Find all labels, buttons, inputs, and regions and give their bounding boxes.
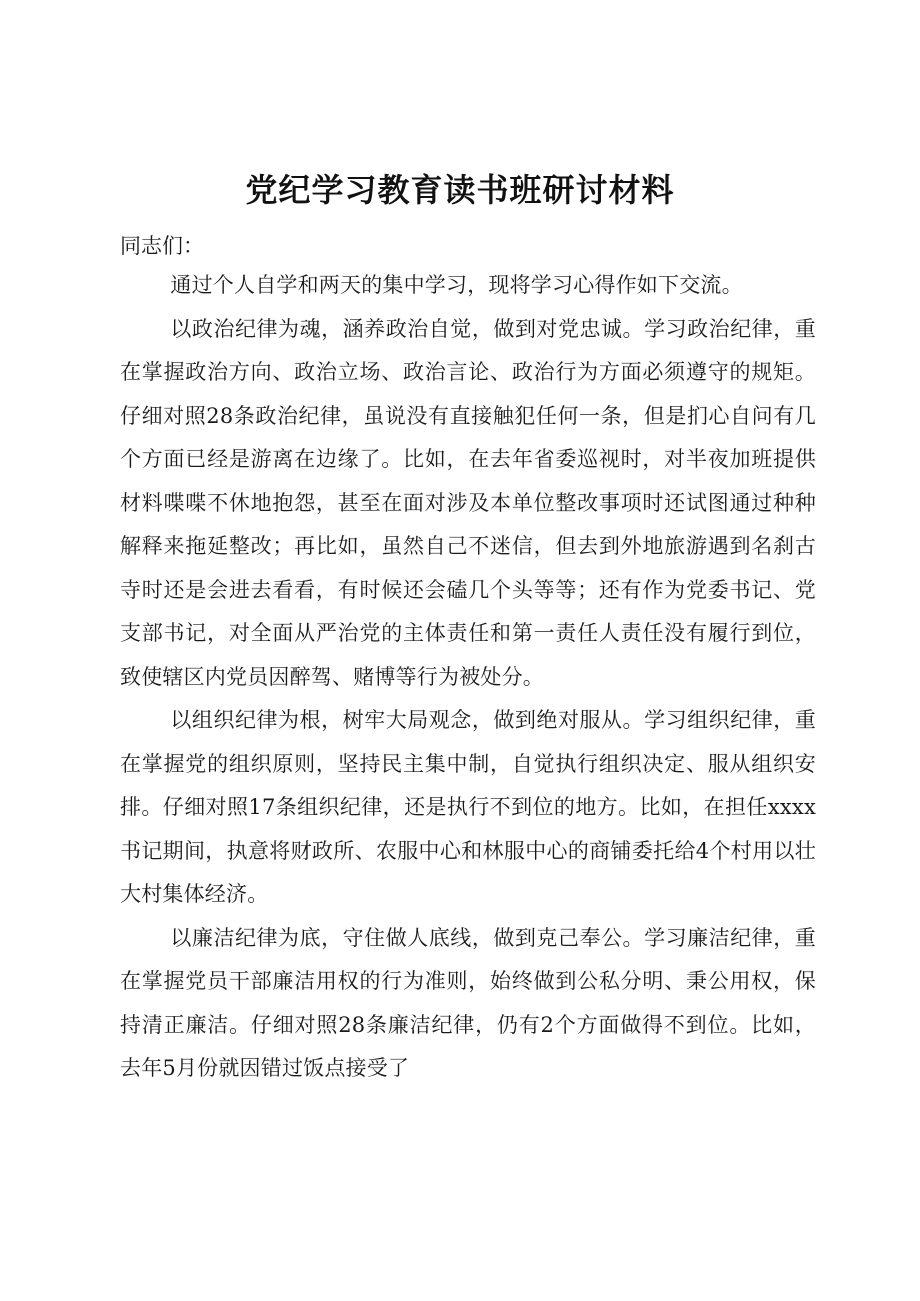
salutation: 同志们： [120,234,204,258]
paragraph-intro: 通过个人自学和两天的集中学习，现将学习心得作如下交流。 [170,273,743,297]
paragraph-political-discipline: 以政治纪律为魂，涵养政治自觉，做到对党忠诚。学习政治纪律，重在掌握政治方向、政治立场、政治言论、政治行为方面必须遵守的规矩。仔细对照28条政治纪律，虽说没有直接触犯任何一条，但是扪心自问有几个方面已经是游离在边缘了。比如，在去年省委巡视时，对半夜加班提供材料喋喋不休地抱怨，甚至在面对涉及本单位整改事项时还试图通过种种解释来拖延整改；再比如，虽然自己不迷信，但去到外地旅游遇到名刹古寺时还是会进去看看，有时候还会磕几个头等等；还有作为党委书记、党支部书记，对全面从严治党的主体责任和第一责任人责任没有履行到位，致使辖区内党员因醉驾、赌博等行为被处分。 [120,316,816,689]
document-title: 党纪学习教育读书班研讨材料 [245,171,675,209]
paragraph-integrity-discipline: 以廉洁纪律为底，守住做人底线，做到克己奉公。学习廉洁纪律，重在掌握党员干部廉洁用权的行为准则，始终做到公私分明、秉公用权，保持清正廉洁。仔细对照28条廉洁纪律，仍有2个方面做得不到位。比如，去年5月份就因错过饭点接受了 [120,925,816,1080]
document-body [120,264,816,1091]
paragraph-organizational-discipline: 以组织纪律为根，树牢大局观念，做到绝对服从。学习组织纪律，重在掌握党的组织原则，坚持民主集中制，自觉执行组织决定、服从组织安排。仔细对照17条组织纪律，还是执行不到位的地方。比如，在担任xxxx书记期间，执意将财政所、农服中心和林服中心的商铺委托给4个村用以壮大村集体经济。 [120,708,816,906]
